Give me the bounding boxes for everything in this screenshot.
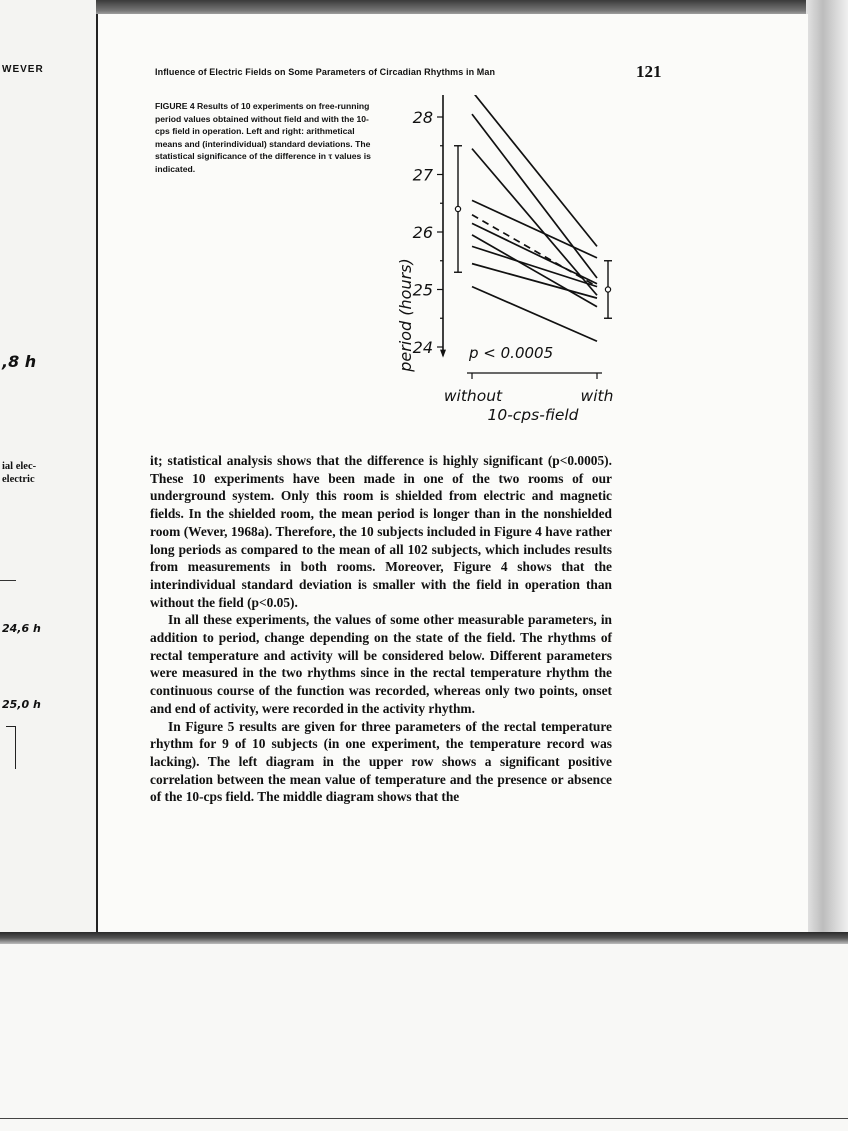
y-tick-label: 28 [412,108,433,127]
scan-background [0,944,848,1131]
series-line [472,215,597,287]
y-tick-label: 27 [412,165,433,185]
figure-caption: FIGURE 4 Results of 10 experiments on free-running period values obtained without field and with the 10-cps field in operation. Left and right: arithmetical means and (interindividual) standard deviations. The statistical significance of the difference in τ values is indicated. [155,101,371,174]
right-page-edge [806,0,848,940]
left-page-label-line1: ial elec- [2,461,37,472]
x-label-with: with [580,387,614,405]
y-axis-label: period (hours) [396,258,415,372]
series-line [472,200,597,258]
figure-4-chart [385,95,625,435]
y-axis-arrow-bottom [440,350,446,358]
left-page-value: ,8 h [2,352,37,371]
left-page-value: 24,6 h [2,622,41,635]
left-page-bracket [6,726,16,769]
significance-label: p < 0.0005 [469,344,554,362]
y-tick-label: 25 [412,280,433,300]
mean-point-with [605,287,610,292]
left-page-header: WEVER [2,64,44,75]
page-number: 121 [636,62,662,81]
paragraph: In Figure 5 results are given for three parameters of the rectal temperature rhythm for 9 of 10 subjects (in one experiment, the temperature record was lacking). The left diagram in the upper row shows a significant positive correlation between the mean value of temperature and the presence or absence of the 10-cps field. The middle diagram shows that the [150,718,612,805]
series-line [472,235,597,307]
paragraph: In all these experiments, the values of some other measurable parameters, in addition to period, change depending on the state of the field. The rhythms of rectal temperature and activity will be considered below. Different parameters were measured in the two rhythms since in the rectal temperature rhythm the continuous course of the function was recorded, whereas only two points, onset and end of activity, were recorded in the activity rhythm. [150,612,612,716]
x-label-without: without [443,387,503,405]
body-text [150,452,612,806]
y-tick-label: 24 [412,338,433,357]
series-line [472,287,597,342]
left-page-value: 25,0 h [2,698,41,711]
paragraph: it; statistical analysis shows that the difference is highly significant (p<0.0005). These 10 experiments have been made in one of the two rooms of our underground system. Only this room is shielded from electric and magnetic fields. In the shielded room, the mean period is longer than in the nonshielded room (Wever, 1968a). Therefore, the 10 subjects included in Figure 4 have rather long periods as compared to the mean of all 102 subjects, which includes results from measurements in both rooms. Moreover, Figure 4 shows that the interindividual standard deviation is smaller with the field in operation than without the field (p<0.05). [150,453,612,610]
x-axis-subtitle: 10-cps-field [487,406,579,424]
left-page-tick [0,580,16,581]
left-page-label-line2: electric [2,474,35,485]
running-header: Influence of Electric Fields on Some Parameters of Circadian Rhythms in Man [155,67,496,77]
scan-bottom-shadow [0,932,848,944]
scan-bottom-rule [0,1118,848,1119]
y-tick-label: 26 [412,223,433,242]
mean-point-without [455,206,460,211]
